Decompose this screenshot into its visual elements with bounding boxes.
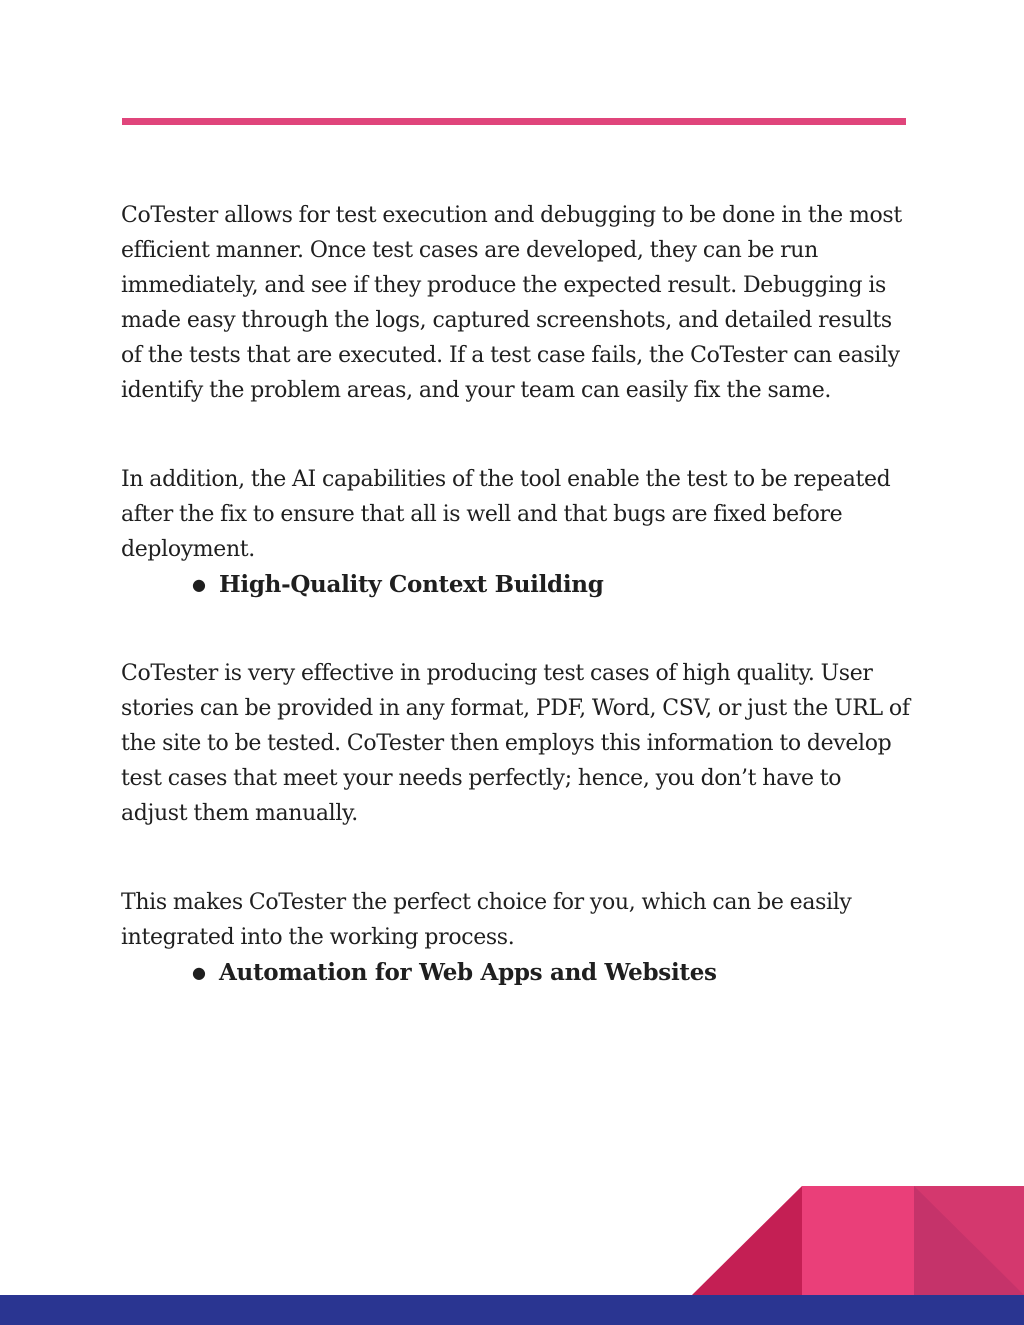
header-accent-rule [122, 118, 906, 125]
decor-rose-block [914, 1186, 1024, 1295]
bullet-icon: ● [192, 963, 206, 982]
paragraph-test-case-quality: CoTester is very effective in producing test cases of high quality. User stories can be provided in any format, PDF, Word, CSV, or just the URL of the site to be tested. CoTester then employs this information to develop test cases that meet your needs perfectly; hence, you don’t have to adjust them manually. [121, 661, 910, 826]
bullet-heading-text: High-Quality Context Building [219, 571, 604, 598]
bullet-icon: ● [192, 575, 206, 594]
paragraph-execution-debugging: CoTester allows for test execution and debugging to be done in the most efficient manner. Once test cases are developed, they can be run immediately, and see if they produce the expected result. Debugging is made easy through the logs, captured screenshots, and detailed results of the tests that are executed. If a test case fails, the CoTester can easily identify the problem areas, and your team can easily fix the same. [121, 203, 902, 403]
document-body [121, 198, 911, 990]
bullet-heading-context-building [121, 567, 911, 602]
decor-crimson-triangle [692, 1186, 802, 1295]
decor-rose-shadow [914, 1186, 1024, 1295]
decor-magenta-block [802, 1186, 914, 1295]
footer-navy-band [0, 1295, 1024, 1325]
paragraph-perfect-choice: This makes CoTester the perfect choice for you, which can be easily integrated into the working process. [121, 890, 852, 950]
bullet-heading-web-automation [121, 955, 911, 990]
paragraph-ai-capabilities: In addition, the AI capabilities of the tool enable the test to be repeated after the fix to ensure that all is well and that bugs are fixed before deployment. [121, 467, 891, 562]
bullet-heading-text: Automation for Web Apps and Websites [219, 959, 717, 986]
